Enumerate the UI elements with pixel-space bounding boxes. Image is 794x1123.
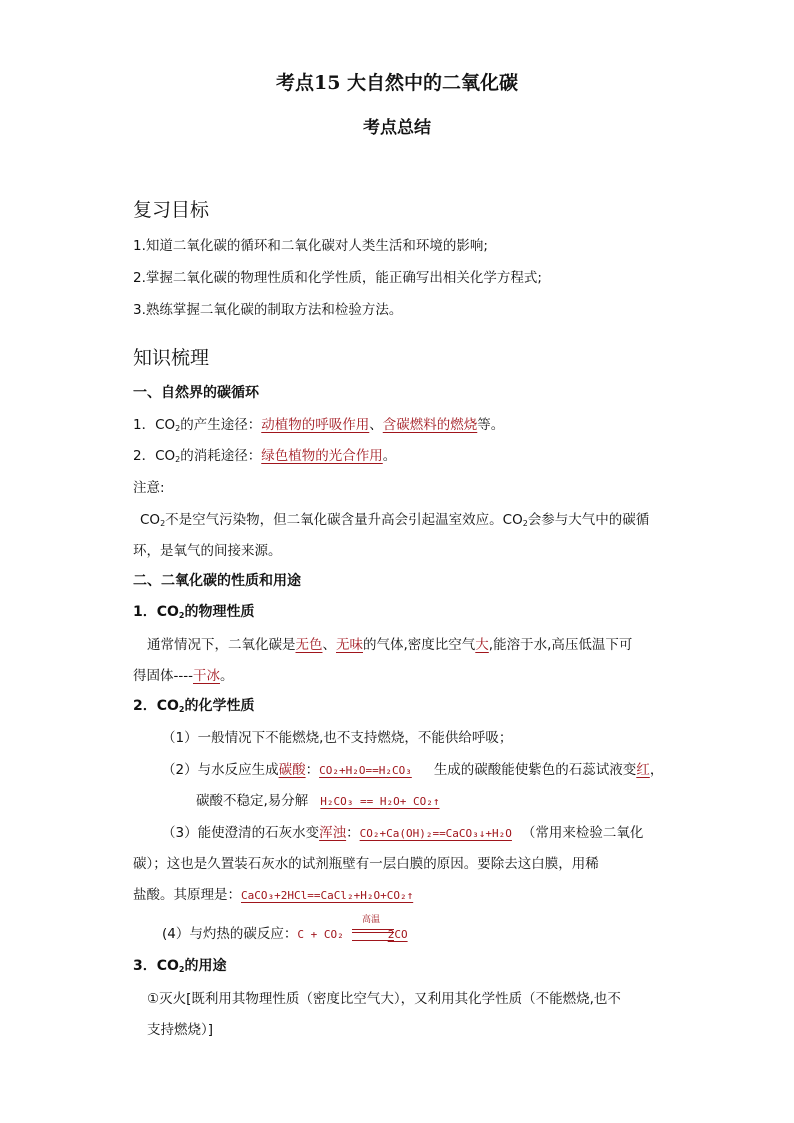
line-text: 2．CO <box>133 448 176 464</box>
line-text: ,能溶于水,高压低温下可 <box>488 637 633 653</box>
chem-item-3-cont: 碳）；这也是久置装石灰水的试剂瓶壁有一层白膜的原因。要除去这白膜，用稀 <box>133 856 599 872</box>
line-text: CO <box>140 512 161 528</box>
uses-heading: 3．$CO_2$的用途 <box>133 958 227 974</box>
answer-text: 动植物的呼吸作用 <box>261 417 370 433</box>
physical-line <box>147 633 632 653</box>
page-title: 考点15 大自然中的二氧化碳 <box>275 72 519 94</box>
goal-item: 2.掌握二氧化碳的物理性质和化学性质，能正确写出相关化学方程式; <box>133 270 542 286</box>
goal-item: 3.熟练掌握二氧化碳的制取方法和检验方法。 <box>133 302 403 318</box>
knowledge-heading: 知识梳理 <box>133 347 210 369</box>
co2-source-line: 1．$CO_2$的产生途径：动植物的呼吸作用、含碳燃料的燃烧等。 <box>133 417 505 433</box>
line-text: 的产生途径： <box>180 417 262 433</box>
goal-item: 1.知道二氧化碳的循环和二氧化碳对人类生活和环境的影响; <box>133 238 488 254</box>
answer-text: 无味 <box>336 637 363 653</box>
equation: 2CO <box>387 928 408 941</box>
line-text: 通常情况下，二氧化碳是 <box>147 637 296 653</box>
line-text: ： <box>305 762 320 778</box>
line-text: 的气体,密度比空气 <box>363 637 476 653</box>
line-text: 。 <box>220 668 234 684</box>
answer-text: 大 <box>475 637 489 653</box>
heading-text: 的用途 <box>184 958 227 974</box>
line-text: 得固体---- <box>133 668 193 684</box>
heading-text: 2．CO <box>133 698 179 714</box>
underline <box>352 940 394 941</box>
line-text: 生成的碳酸能使紫色的石蕊试液变 <box>433 762 637 778</box>
physical-line <box>133 664 234 684</box>
answer-text: 浑浊 <box>319 825 347 841</box>
chem-item-1: （1）一般情况下不能燃烧,也不支持燃烧，不能供给呼吸； <box>162 730 513 746</box>
answer-text: 干冰 <box>193 668 220 684</box>
chem-item-3 <box>162 821 643 841</box>
heading-text: 3．CO <box>133 958 179 974</box>
answer-text: 含碳燃料的燃烧 <box>382 417 478 433</box>
section-heading: 二、二氧化碳的性质和用途 <box>133 573 301 589</box>
heading-text: 的化学性质 <box>184 698 255 714</box>
equation: CO₂+H₂O==H₂CO₃ <box>319 764 412 777</box>
equation: CaCO₃+2HCl==CaCl₂+H₂O+CO₂↑ <box>241 889 414 902</box>
note-label: 注意: <box>133 480 165 496</box>
line-text: ， <box>649 762 664 778</box>
section-heading: 一、自然界的碳循环 <box>133 385 259 401</box>
line-text: （2）与水反应生成 <box>162 762 279 778</box>
goals-heading: 复习目标 <box>133 199 210 221</box>
physical-heading: 1．$CO_2$的物理性质 <box>133 604 255 620</box>
page-subtitle: 考点总结 <box>363 118 431 138</box>
line-text: 碳酸不稳定,易分解 <box>196 793 309 809</box>
line-text: 的消耗途径： <box>180 448 262 464</box>
chem-item-2-cont <box>196 789 440 809</box>
note-line: 环，是氧气的间接来源。 <box>133 543 282 559</box>
line-text: 等。 <box>477 417 505 433</box>
equation: C + CO₂ <box>297 928 344 941</box>
line-text: 1．CO <box>133 417 176 433</box>
heading-text: 的物理性质 <box>184 604 255 620</box>
line-text: 不是空气污染物，但二氧化碳含量升高会引起温室效应。CO <box>165 512 523 528</box>
line-text: 、 <box>322 637 336 653</box>
equals-sign <box>352 929 394 933</box>
equation: CO₂+Ca(OH)₂==CaCO₃↓+H₂O <box>359 827 512 840</box>
line-text: （3）能使澄清的石灰水变 <box>162 825 320 841</box>
line-text: 盐酸。其原理是： <box>133 887 241 903</box>
chemical-heading: 2．$CO_2$的化学性质 <box>133 698 255 714</box>
line-text: 会参与大气中的碳循 <box>527 512 650 528</box>
use-item: 支持燃烧）] <box>147 1022 214 1038</box>
note-line: $CO_2$不是空气污染物，但二氧化碳含量升高会引起温室效应。$CO_2$会参与大气中的碳循 <box>140 512 650 528</box>
use-item: ①灭火[既利用其物理性质（密度比空气大），又利用其化学性质（不能燃烧,也不 <box>147 991 621 1007</box>
chem-item-2 <box>162 758 663 778</box>
answer-text: 红 <box>636 762 650 778</box>
line-text: 。 <box>382 448 397 464</box>
answer-text: 绿色植物的光合作用 <box>261 448 383 464</box>
answer-text: 碳酸 <box>278 762 306 778</box>
answer-text: 无色 <box>295 637 323 653</box>
line-text: （常用来检验二氧化 <box>521 825 644 841</box>
reaction-condition: 高温 <box>362 915 381 925</box>
equation: H₂CO₃ == H₂O+ CO₂↑ <box>320 795 440 808</box>
chem-item-3-cont <box>133 883 413 903</box>
co2-consume-line: 2．$CO_2$的消耗途径：绿色植物的光合作用。 <box>133 448 397 464</box>
line-text: (4）与灼热的碳反应： <box>162 926 298 942</box>
line-text: 、 <box>369 417 383 433</box>
heading-text: 1．CO <box>133 604 179 620</box>
line-text: ： <box>346 825 360 841</box>
